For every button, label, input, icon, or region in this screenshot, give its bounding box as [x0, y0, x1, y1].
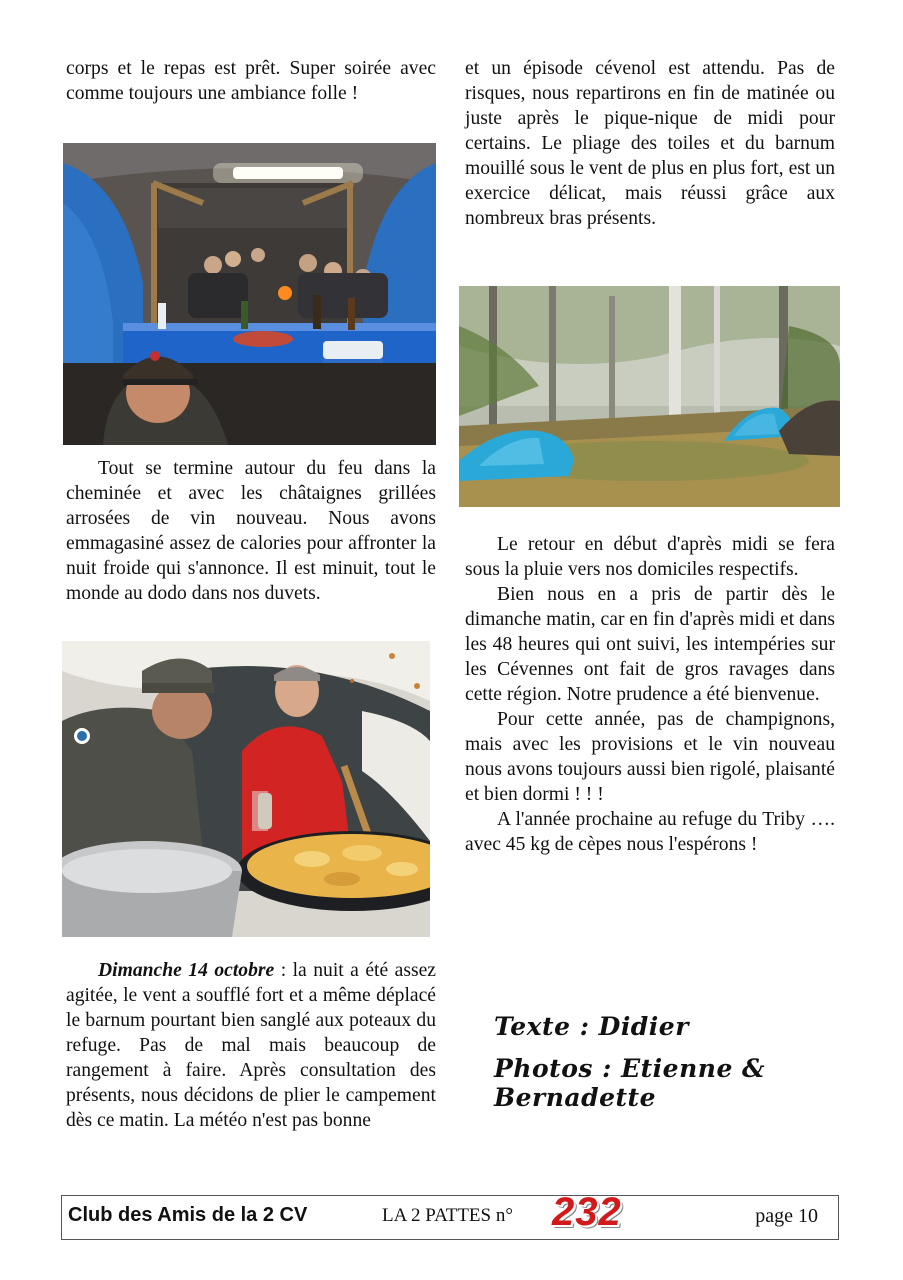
right-paragraph-5: A l'année prochaine au refuge du Triby …. avec 45 kg de cèpes nous l'espérons !	[465, 809, 835, 855]
footer-page-number: page 10	[755, 1205, 818, 1227]
right-paragraph-2: Le retour en début d'après midi se fera sous la pluie vers nos domiciles respectifs.	[465, 534, 835, 580]
right-paragraph-4: Pour cette année, pas de champignons, mais avec les provisions et le vin nouveau nous avons toujours aussi bien rigolé, plaisanté et bien dormi ! ! !	[465, 709, 835, 805]
date-heading: Dimanche 14 octobre	[98, 960, 275, 981]
left-paragraph-1: corps et le repas est prêt. Super soirée avec comme toujours une ambiance folle !	[66, 58, 436, 104]
photo-tents-in-forest	[459, 286, 840, 507]
right-paragraph-3: Bien nous en a pris de partir dès le dimanche matin, car en fin d'après midi et dans les 48 heures qui ont suivi, les intempéries sur les Cévennes ont fait de gros ravages dans cette région. Notre prudence a été bienvenue.	[465, 584, 835, 705]
text-credit: Texte : Didier	[494, 1012, 689, 1041]
photo-dinner-under-tent	[63, 143, 436, 445]
left-paragraph-3-text: : la nuit a été assez agitée, le vent a soufflé fort et a même déplacé le barnum pourtant bien sanglé aux poteaux du refuge. Pas de mal mais beaucoup de rangement à faire. Après consultation des présents, nous décidons de plier le campement dès ce matin. La météo n'est pas bonne	[66, 960, 436, 1131]
photo-cooking-potatoes	[62, 641, 430, 937]
footer-issue-label: LA 2 PATTES n°	[382, 1205, 513, 1226]
left-paragraph-2: Tout se termine autour du feu dans la cheminée et avec les châtaignes grillées arrosées de vin nouveau. Nous avons emmagasiné assez de calories pour affronter la nuit froide qui s'annonce. Il est minuit, tout le monde au dodo dans nos duvets.	[66, 458, 436, 604]
left-paragraph-3	[66, 958, 436, 1133]
footer	[61, 1190, 839, 1240]
footer-issue-number: 232	[552, 1190, 622, 1234]
right-paragraph-1: et un épisode cévenol est attendu. Pas de risques, nous repartirons en fin de matinée ou juste après le pique-nique de midi pour certains. Le pliage des toiles et du barnum mouillé sous le vent de plus en plus fort, est un exercice délicat, mais réussi grâce aux nombreux bras présents.	[465, 58, 835, 229]
footer-club-name: Club des Amis de la 2 CV	[68, 1204, 308, 1226]
photo-credit: Photos : Etienne & Bernadette	[494, 1054, 766, 1112]
